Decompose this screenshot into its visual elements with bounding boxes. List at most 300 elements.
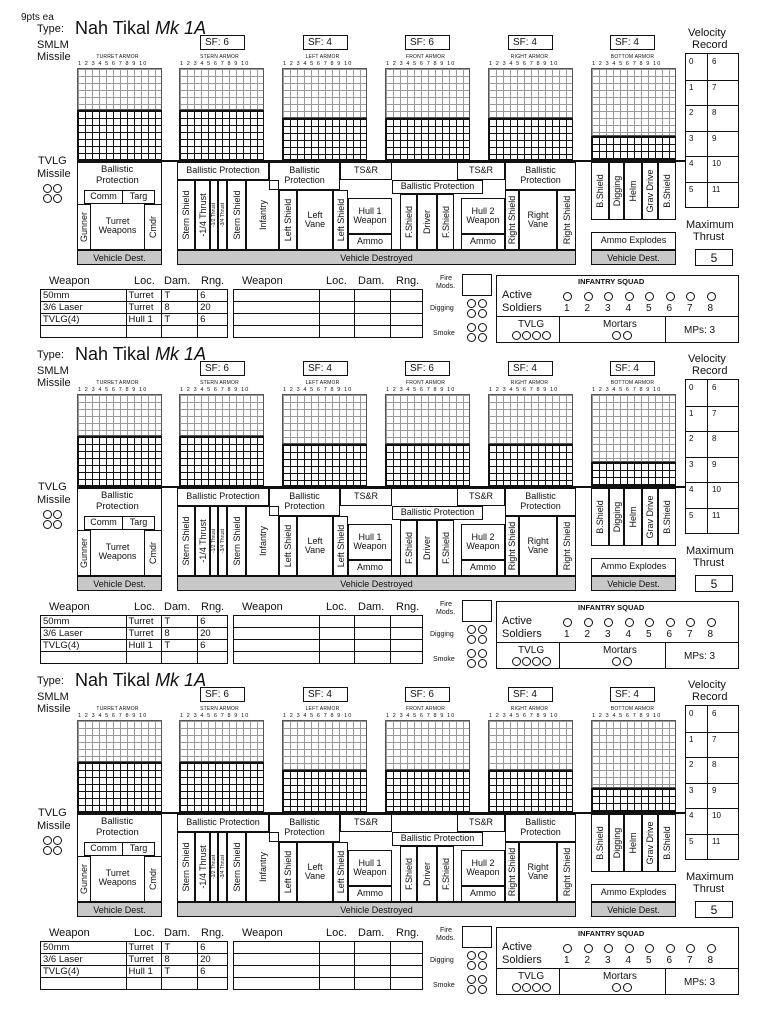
tsr-right[interactable]: TS&R [457, 488, 505, 506]
thrust-half[interactable]: -1/2 Thrust [210, 506, 218, 576]
soldier-circle[interactable] [625, 944, 634, 953]
bottom-shield[interactable]: B.Shield [591, 488, 609, 546]
hull-vehicle-destroyed[interactable]: Vehicle Destroyed [177, 250, 576, 265]
armor-grid-heavy[interactable] [77, 436, 162, 486]
cmdr-box[interactable]: Cmdr [144, 530, 162, 576]
velocity-record[interactable] [685, 705, 739, 860]
gunner-box[interactable]: Gunner [77, 856, 91, 902]
velocity-cell[interactable]: 7 [712, 408, 717, 418]
tvlg-circle[interactable] [542, 983, 551, 992]
cmdr-box[interactable]: Cmdr [144, 856, 162, 902]
velocity-cell[interactable]: 1 [689, 408, 694, 418]
missile-circle[interactable] [53, 846, 62, 855]
digging-circle[interactable] [478, 309, 487, 318]
front-ballistic[interactable]: Ballistic Protection [392, 180, 483, 194]
turret-protection: Protection [96, 827, 139, 838]
tsr-right[interactable]: TS&R [457, 814, 505, 832]
hull-vehicle-destroyed[interactable]: Vehicle Destroyed [177, 576, 576, 591]
thrust-half[interactable]: -1/2 Thrust [210, 832, 218, 902]
velocity-cell[interactable]: 2 [689, 760, 694, 769]
velocity-cell[interactable]: 3 [689, 785, 694, 795]
thrust-three-quarter[interactable]: -3/4 Thrust [218, 506, 227, 576]
soldier-circle[interactable] [645, 618, 654, 627]
digging-circle[interactable] [467, 951, 476, 960]
digging-circle[interactable] [478, 635, 487, 644]
thrust-half[interactable]: -1/2 Thrust [210, 180, 218, 250]
left-shield-2[interactable]: Left Shield [333, 516, 348, 576]
armor-grid-heavy[interactable] [385, 118, 470, 160]
table-row[interactable] [41, 314, 228, 326]
velocity-cell[interactable]: 7 [712, 82, 717, 92]
left-ballistic[interactable]: Ballistic Protection [269, 488, 340, 516]
table-row[interactable] [41, 978, 228, 990]
table-row[interactable] [41, 290, 228, 302]
velocity-cell[interactable]: 3 [689, 459, 694, 469]
thrust-three-quarter[interactable]: -3/4 Thrust [218, 832, 227, 902]
velocity-record[interactable] [685, 379, 739, 534]
soldier-circle[interactable] [563, 944, 572, 953]
front-shield[interactable]: F.Shield [400, 520, 417, 576]
armor-grid[interactable] [179, 68, 264, 110]
velocity-cell[interactable]: 4 [689, 811, 694, 820]
left-ballistic[interactable]: Ballistic Protection [269, 162, 340, 190]
tsr-left[interactable]: TS&R [340, 814, 392, 832]
soldier-circle[interactable] [645, 944, 654, 953]
velocity-cell[interactable]: 7 [712, 734, 717, 744]
soldier-circle[interactable] [563, 618, 572, 627]
turret-vehicle-dest[interactable]: Vehicle Dest. [77, 250, 162, 265]
velocity-cell[interactable]: 4 [689, 159, 694, 168]
ammo-explodes[interactable]: Ammo Explodes [591, 232, 676, 250]
soldier-circle[interactable] [707, 944, 716, 953]
table-row[interactable] [234, 628, 423, 640]
cell: Hull 1 [126, 314, 162, 326]
bottom-vehicle-dest[interactable]: Vehicle Dest. [591, 576, 676, 591]
turret-vehicle-dest[interactable]: Vehicle Dest. [77, 902, 162, 917]
left-shield[interactable]: Left Shield [279, 190, 297, 250]
armor-grid[interactable] [77, 68, 162, 110]
table-row[interactable] [41, 966, 228, 978]
grav-drive-box[interactable]: Grav Drive [642, 162, 658, 220]
table-row[interactable] [234, 314, 423, 326]
mortar-circle[interactable] [623, 983, 632, 992]
table-row[interactable] [234, 978, 423, 990]
velocity-cell[interactable]: 11 [712, 510, 721, 520]
table-row[interactable] [234, 966, 423, 978]
cell: 50mm [41, 942, 127, 954]
soldier-circle[interactable] [584, 944, 593, 953]
soldier-circle[interactable] [707, 292, 716, 301]
right-shield[interactable]: Right Shield [505, 516, 519, 576]
col-loc-2: Loc. [326, 927, 347, 939]
digging-box[interactable]: Digging [609, 162, 624, 220]
left-shield[interactable]: Left Shield [279, 842, 297, 902]
right-vane[interactable]: Right Vane [519, 516, 557, 576]
table-row[interactable] [41, 942, 228, 954]
hull1-ammo[interactable]: Ammo [348, 234, 392, 250]
hull2-ammo[interactable]: Ammo [461, 560, 505, 576]
table-row[interactable] [234, 640, 423, 652]
velocity-cell[interactable]: 11 [712, 836, 721, 846]
smlm-label: SMLM [37, 365, 69, 377]
tvlg-circle[interactable] [522, 983, 531, 992]
armor-grid-heavy[interactable] [488, 444, 573, 486]
cell [391, 966, 423, 978]
front-shield[interactable]: F.Shield [400, 846, 417, 902]
hull-vehicle-destroyed[interactable]: Vehicle Destroyed [177, 902, 576, 917]
velocity-cell[interactable]: 10 [712, 811, 721, 820]
mortar-circle[interactable] [612, 983, 621, 992]
bottom-shield-2[interactable]: B.Shield [658, 814, 676, 872]
digging-circle[interactable] [467, 299, 476, 308]
velocity-cell[interactable]: 6 [712, 709, 717, 718]
missile-circle[interactable] [43, 194, 52, 203]
infantry-box[interactable]: Infantry [246, 180, 279, 250]
right-shield-2[interactable]: Right Shield [557, 842, 576, 902]
armor-grid[interactable] [282, 394, 367, 444]
thrust-three-quarter[interactable]: -3/4 Thrust [218, 180, 227, 250]
cmdr-box[interactable]: Cmdr [144, 204, 162, 250]
velocity-cell[interactable]: 10 [712, 159, 721, 168]
soldier-circle[interactable] [584, 292, 593, 301]
soldier-circle[interactable] [666, 618, 675, 627]
left-shield[interactable]: Left Shield [279, 516, 297, 576]
bottom-vehicle-dest[interactable]: Vehicle Dest. [591, 902, 676, 917]
right-shield-2[interactable]: Right Shield [557, 516, 576, 576]
stern-shield[interactable]: Stern Shield [177, 506, 195, 576]
mods-label: Mods. [436, 609, 456, 616]
table-row[interactable] [41, 954, 228, 966]
driver-box[interactable]: Driver [417, 520, 437, 576]
infantry-box[interactable]: Infantry [246, 506, 279, 576]
soldier-circle[interactable] [666, 944, 675, 953]
right-ballistic[interactable]: Ballistic Protection [505, 162, 576, 190]
soldier-circle[interactable] [584, 618, 593, 627]
stern-ballistic[interactable]: Ballistic Protection [177, 814, 269, 832]
left-vane[interactable]: Left Vane [297, 516, 333, 576]
comm-box[interactable]: Comm [84, 190, 123, 204]
soldier-circle[interactable] [604, 944, 613, 953]
digging-circle[interactable] [478, 625, 487, 634]
tsr-left[interactable]: TS&R [340, 488, 392, 506]
armor-label: TURRET ARMOR [96, 706, 139, 712]
velocity-cell[interactable]: 0 [689, 383, 694, 392]
table-row[interactable] [234, 616, 423, 628]
armor-grid[interactable] [282, 68, 367, 118]
velocity-cell[interactable]: 10 [712, 485, 721, 494]
velocity-cell[interactable]: 1 [689, 734, 694, 744]
armor-grid[interactable] [591, 720, 676, 788]
soldier-circle[interactable] [666, 292, 675, 301]
velocity-cell[interactable]: 2 [689, 434, 694, 443]
smoke-circle[interactable] [467, 985, 476, 994]
table-row[interactable] [234, 942, 423, 954]
digging-box[interactable]: Digging [609, 488, 624, 546]
velocity-cell[interactable]: 5 [689, 836, 694, 846]
gunner-box[interactable]: Gunner [77, 204, 91, 250]
armor-grid[interactable] [385, 394, 470, 444]
bottom-shield[interactable]: B.Shield [591, 814, 609, 872]
armor-grid[interactable] [385, 68, 470, 118]
armor-grid[interactable] [77, 394, 162, 436]
smoke-circle[interactable] [478, 975, 487, 984]
smoke-circle[interactable] [478, 985, 487, 994]
helm-box[interactable]: Helm [624, 814, 642, 872]
armor-grid[interactable] [488, 394, 573, 444]
mortars-label: Mortars [603, 971, 637, 982]
armor-grid[interactable] [282, 720, 367, 770]
armor-grid-heavy[interactable] [179, 110, 264, 160]
stern-ballistic[interactable]: Ballistic Protection [177, 488, 269, 506]
armor-grid-heavy[interactable] [591, 136, 676, 160]
thrust-quarter[interactable]: -1/4 Thrust [195, 506, 210, 576]
missile-circle[interactable] [43, 836, 52, 845]
max-thrust-value[interactable]: 5 [695, 249, 733, 266]
soldier-circle[interactable] [645, 292, 654, 301]
missile-circle[interactable] [53, 510, 62, 519]
smoke-label: Smoke [433, 656, 455, 663]
left-vane[interactable]: Left Vane [297, 842, 333, 902]
velocity-cell[interactable]: 6 [712, 57, 717, 66]
front-shield-2[interactable]: F.Shield [437, 194, 454, 250]
helm-box[interactable]: Helm [624, 488, 642, 546]
digging-circle[interactable] [478, 951, 487, 960]
infantry-box[interactable]: Infantry [246, 832, 279, 902]
hull2-ammo[interactable]: Ammo [461, 234, 505, 250]
cell: 20 [198, 628, 228, 640]
velocity-cell[interactable]: 3 [689, 133, 694, 143]
armor-grid-heavy[interactable] [179, 436, 264, 486]
soldier-circle[interactable] [604, 292, 613, 301]
smoke-circle[interactable] [467, 323, 476, 332]
driver-box[interactable]: Driver [417, 846, 437, 902]
driver-box[interactable]: Driver [417, 194, 437, 250]
soldier-circle[interactable] [604, 618, 613, 627]
bottom-shield-2[interactable]: B.Shield [658, 162, 676, 220]
front-shield-2[interactable]: F.Shield [437, 846, 454, 902]
grav-drive-box[interactable]: Grav Drive [642, 488, 658, 546]
armor-grid-heavy[interactable] [282, 770, 367, 812]
velocity-cell[interactable]: 8 [712, 434, 717, 443]
sf-box: SF: 4 [508, 361, 553, 376]
thrust-quarter[interactable]: -1/4 Thrust [195, 180, 210, 250]
missile-circle[interactable] [43, 520, 52, 529]
ammo-explodes[interactable]: Ammo Explodes [591, 558, 676, 576]
hull2-weapon[interactable]: Hull 2 Weapon [461, 524, 505, 560]
armor-grid-heavy[interactable] [385, 770, 470, 812]
armor-grid-heavy[interactable] [591, 788, 676, 812]
tsr-right[interactable]: TS&R [457, 162, 505, 180]
stern-ballistic[interactable]: Ballistic Protection [177, 162, 269, 180]
bottom-shield[interactable]: B.Shield [591, 162, 609, 220]
stern-shield-2[interactable]: Stern Shield [227, 832, 246, 902]
stern-shield-2[interactable]: Stern Shield [227, 180, 246, 250]
armor-grid-heavy[interactable] [591, 462, 676, 486]
velocity-cell[interactable]: 11 [712, 184, 721, 194]
missile-label-2: Missile [37, 820, 71, 832]
right-shield-2[interactable]: Right Shield [557, 190, 576, 250]
armor-grid-heavy[interactable] [179, 762, 264, 812]
targ-box[interactable]: Targ [122, 842, 155, 856]
digging-circle[interactable] [467, 961, 476, 970]
grav-drive-box[interactable]: Grav Drive [642, 814, 658, 872]
velocity-cell[interactable]: 8 [712, 760, 717, 769]
targ-box[interactable]: Targ [122, 516, 155, 530]
missile-circle[interactable] [53, 184, 62, 193]
velocity-cell[interactable]: 2 [689, 108, 694, 117]
front-shield-2[interactable]: F.Shield [437, 520, 454, 576]
missile-circle[interactable] [43, 184, 52, 193]
soldier-circle[interactable] [686, 618, 695, 627]
fire-mods-box[interactable] [462, 926, 492, 948]
armor-grid-heavy[interactable] [282, 444, 367, 486]
col-dam: Dam. [164, 927, 191, 939]
fire-mods-box[interactable] [462, 274, 492, 296]
right-ballistic[interactable]: Ballistic Protection [505, 814, 576, 842]
smoke-circle[interactable] [478, 323, 487, 332]
missile-label-2: Missile [37, 494, 71, 506]
tvlg-circle[interactable] [532, 983, 541, 992]
armor-grid[interactable] [385, 720, 470, 770]
armor-grid[interactable] [77, 720, 162, 762]
left-ballistic[interactable]: Ballistic Protection [269, 814, 340, 842]
table-row[interactable] [234, 290, 423, 302]
hull2-ammo[interactable]: Ammo [461, 886, 505, 902]
armor-grid[interactable] [591, 68, 676, 136]
cell: Turret [126, 628, 162, 640]
max-thrust-value[interactable]: 5 [695, 901, 733, 918]
hull2-weapon[interactable]: Hull 2 Weapon [461, 198, 505, 234]
hull1-ammo[interactable]: Ammo [348, 560, 392, 576]
soldier-circle[interactable] [686, 292, 695, 301]
armor-grid[interactable] [179, 720, 264, 762]
gunner-box[interactable]: Gunner [77, 530, 91, 576]
missile-circle[interactable] [53, 194, 62, 203]
left-shield-2[interactable]: Left Shield [333, 190, 348, 250]
bottom-shield-2[interactable]: B.Shield [658, 488, 676, 546]
turret-vehicle-dest[interactable]: Vehicle Dest. [77, 576, 162, 591]
missile-circle[interactable] [53, 520, 62, 529]
velocity-cell[interactable]: 9 [712, 459, 717, 469]
digging-circle[interactable] [467, 635, 476, 644]
digging-circle[interactable] [467, 625, 476, 634]
hull2-weapon[interactable]: Hull 2 Weapon [461, 850, 505, 886]
left-vane[interactable]: Left Vane [297, 190, 333, 250]
stern-shield-2[interactable]: Stern Shield [227, 506, 246, 576]
armor-grid[interactable] [488, 68, 573, 118]
digging-circle[interactable] [478, 299, 487, 308]
table-row[interactable] [41, 616, 228, 628]
right-shield[interactable]: Right Shield [505, 190, 519, 250]
armor-grid-heavy[interactable] [77, 762, 162, 812]
targ-box[interactable]: Targ [122, 190, 155, 204]
missile-circle[interactable] [53, 836, 62, 845]
armor-grid[interactable] [488, 720, 573, 770]
soldier-circle[interactable] [686, 944, 695, 953]
weapons-table-2 [233, 941, 423, 990]
armor-grid-heavy[interactable] [488, 770, 573, 812]
armor-grid[interactable] [179, 394, 264, 436]
stern-shield[interactable]: Stern Shield [177, 180, 195, 250]
hull1-ammo[interactable]: Ammo [348, 886, 392, 902]
velocity-cell[interactable]: 6 [712, 383, 717, 392]
digging-circle[interactable] [478, 961, 487, 970]
helm-box[interactable]: Helm [624, 162, 642, 220]
table-row[interactable] [234, 302, 423, 314]
right-vane[interactable]: Right Vane [519, 842, 557, 902]
turret-weapons: Turret Weapons [98, 215, 137, 235]
velocity-cell[interactable]: 0 [689, 709, 694, 718]
velocity-cell[interactable]: 8 [712, 108, 717, 117]
velocity-cell[interactable]: 5 [689, 184, 694, 194]
table-row[interactable] [41, 302, 228, 314]
tvlg-circle[interactable] [512, 983, 521, 992]
velocity-cell[interactable]: 9 [712, 133, 717, 143]
smoke-circle[interactable] [467, 975, 476, 984]
cell [234, 628, 320, 640]
table-row[interactable] [234, 954, 423, 966]
front-ballistic[interactable]: Ballistic Protection [392, 832, 483, 846]
table-row[interactable] [41, 628, 228, 640]
cell: TVLG(4) [41, 966, 127, 978]
cell: 8 [162, 628, 198, 640]
missile-circle[interactable] [43, 846, 52, 855]
max-thrust-value[interactable]: 5 [695, 575, 733, 592]
armor-grid-heavy[interactable] [282, 118, 367, 160]
hull1-weapon[interactable]: Hull 1 Weapon [348, 524, 392, 560]
table-row[interactable] [41, 640, 228, 652]
velocity-cell[interactable]: 1 [689, 82, 694, 92]
smoke-circle[interactable] [467, 649, 476, 658]
tsr-left[interactable]: TS&R [340, 162, 392, 180]
velocity-record[interactable] [685, 53, 739, 208]
ammo-explodes[interactable]: Ammo Explodes [591, 884, 676, 902]
velocity-cell[interactable]: 0 [689, 57, 694, 66]
front-shield[interactable]: F.Shield [400, 194, 417, 250]
right-ballistic[interactable]: Ballistic Protection [505, 488, 576, 516]
armor-grid-heavy[interactable] [385, 444, 470, 486]
hull1-weapon[interactable]: Hull 1 Weapon [348, 850, 392, 886]
digging-circle[interactable] [467, 309, 476, 318]
armor-grid[interactable] [591, 394, 676, 462]
missile-circle[interactable] [43, 510, 52, 519]
right-vane[interactable]: Right Vane [519, 190, 557, 250]
stern-shield[interactable]: Stern Shield [177, 832, 195, 902]
soldier-circle[interactable] [625, 618, 634, 627]
digging-box[interactable]: Digging [609, 814, 624, 872]
velocity-cell[interactable]: 4 [689, 485, 694, 494]
left-shield-2[interactable]: Left Shield [333, 842, 348, 902]
thrust-quarter[interactable]: -1/4 Thrust [195, 832, 210, 902]
velocity-cell[interactable]: 5 [689, 510, 694, 520]
right-shield[interactable]: Right Shield [505, 842, 519, 902]
bottom-vehicle-dest[interactable]: Vehicle Dest. [591, 250, 676, 265]
velocity-cell[interactable]: 9 [712, 785, 717, 795]
hull1-weapon[interactable]: Hull 1 Weapon [348, 198, 392, 234]
smoke-circle[interactable] [478, 649, 487, 658]
fire-mods-box[interactable] [462, 600, 492, 622]
comm-box[interactable]: Comm [84, 516, 123, 530]
armor-grid-heavy[interactable] [488, 118, 573, 160]
soldier-circle[interactable] [707, 618, 716, 627]
soldier-circle[interactable] [563, 292, 572, 301]
weapons-table [40, 615, 228, 664]
comm-box[interactable]: Comm [84, 842, 123, 856]
thrust-label: Thrust [693, 557, 725, 569]
armor-grid-heavy[interactable] [77, 110, 162, 160]
soldier-circle[interactable] [625, 292, 634, 301]
front-ballistic[interactable]: Ballistic Protection [392, 506, 483, 520]
